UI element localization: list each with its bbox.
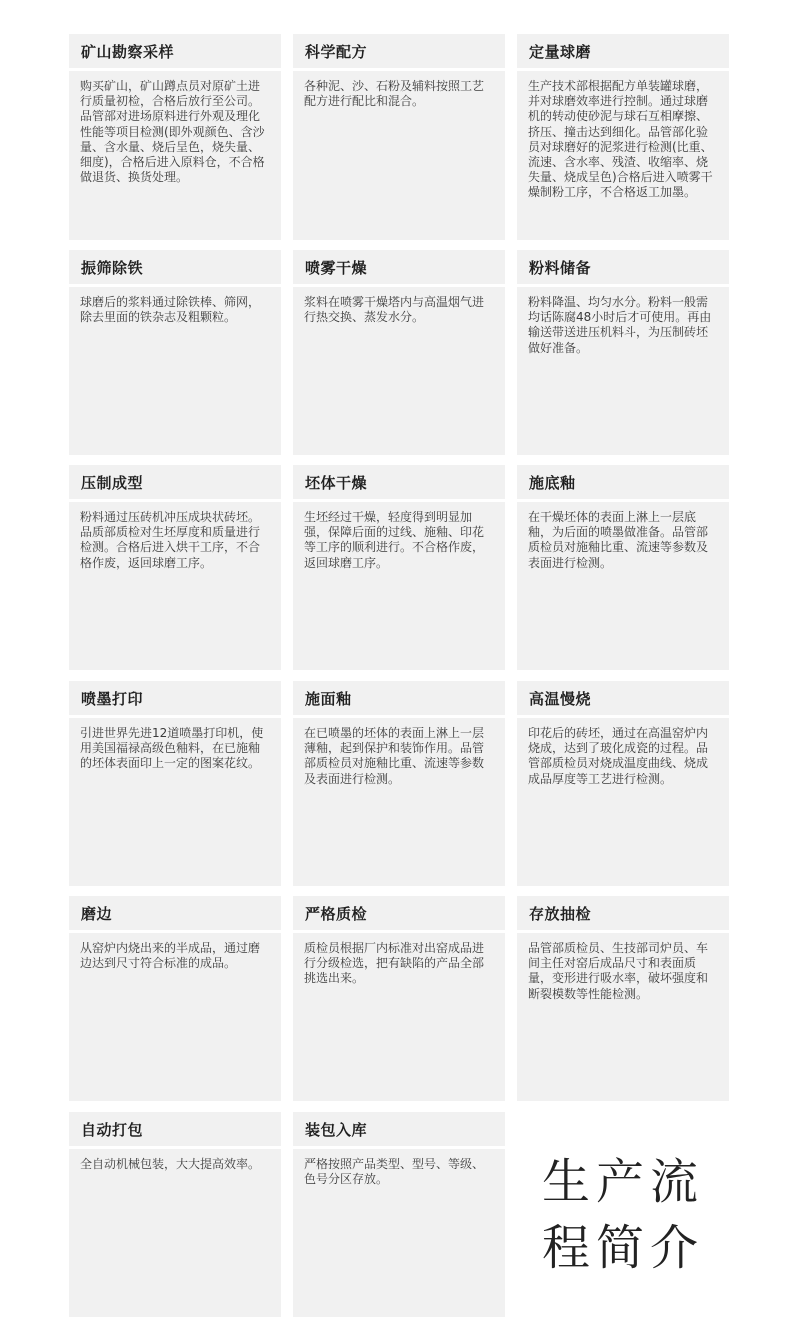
step-description: 球磨后的浆料通过除铁棒、筛网，除去里面的铁杂志及粗颗粒。: [80, 295, 261, 325]
step-description: 生坯经过干燥，轻度得到明显加强，保障后面的过线、施釉、印花等工序的顺利进行。不合格作废，返回球磨工序。: [304, 510, 485, 570]
card-header: [69, 34, 281, 71]
step-title: 施底釉: [529, 473, 576, 492]
step-title: 科学配方: [305, 42, 368, 61]
card-header: [293, 34, 505, 71]
step-card-edge-grinding: [69, 896, 281, 1101]
step-card-kiln-firing: [517, 681, 729, 886]
step-title: 存放抽检: [529, 904, 592, 923]
step-title: 自动打包: [81, 1120, 144, 1139]
step-description: 品管部质检员、生技部司炉员、车间主任对窑后成品尺寸和表面质量，变形进行吸水率，破坏强度和断裂模数等性能检测。: [528, 941, 709, 1001]
card-header: [517, 34, 729, 71]
card-header: [517, 896, 729, 933]
step-title: 严格质检: [305, 904, 368, 923]
card-header: [293, 681, 505, 718]
step-description: 在干燥坯体的表面上淋上一层底釉，为后面的喷墨做准备。品管部质检员对施釉比重、流速等参数及表面进行检测。: [528, 510, 709, 570]
step-title: 振筛除铁: [81, 258, 144, 277]
step-card-body-drying: [293, 465, 505, 670]
step-card-base-glaze: [517, 465, 729, 670]
step-title: 坯体干燥: [305, 473, 368, 492]
step-description: 浆料在喷雾干燥塔内与高温烟气进行热交换、蒸发水分。: [304, 295, 485, 325]
card-header: [293, 896, 505, 933]
card-header: [69, 250, 281, 287]
step-description: 全自动机械包装，大大提高效率。: [80, 1157, 261, 1171]
step-description: 购买矿山，矿山蹲点员对原矿土进行质量初检，合格后放行至公司。品管部对进场原料进行外观及理化性能等项目检测(即外观颜色、含沙量、含水量、烧后呈色，烧失量、细度)，合格后进入原料仓，不合格做退货、换货处理。: [80, 79, 265, 185]
step-card-press-forming: [69, 465, 281, 670]
step-card-sieving: [69, 250, 281, 455]
step-card-warehousing: [293, 1112, 505, 1317]
summary-line-1: 生产流: [541, 1153, 704, 1210]
card-header: [517, 250, 729, 287]
card-header: [69, 1112, 281, 1149]
step-card-inkjet-printing: [69, 681, 281, 886]
step-description: 生产技术部根据配方单装罐球磨，并对球磨效率进行控制。通过球磨机的转动使砂泥与球石互相摩擦、挤压、撞击达到细化。品管部化验员对球磨好的泥浆进行检测(比重、流速、含水率、残渣、收缩率、烧失量、烧成呈色)合格后进入喷雾干燥制粉工序，不合格返工加墨。: [528, 79, 713, 200]
step-title: 矿山勘察采样: [81, 42, 175, 61]
step-title: 压制成型: [81, 473, 144, 492]
step-description: 质检员根据厂内标准对出窑成品进行分级检选，把有缺陷的产品全部挑选出来。: [304, 941, 485, 986]
step-card-auto-packing: [69, 1112, 281, 1317]
step-card-spray-drying: [293, 250, 505, 455]
process-summary-title: [517, 1112, 729, 1317]
card-header: [69, 465, 281, 502]
summary-line-2: 程简介: [541, 1219, 704, 1276]
card-header: [69, 681, 281, 718]
step-title: 喷墨打印: [81, 689, 144, 708]
step-description: 各种泥、沙、石粉及辅料按照工艺配方进行配比和混合。: [304, 79, 485, 109]
step-title: 定量球磨: [529, 42, 592, 61]
step-card-sample-inspection: [517, 896, 729, 1101]
step-card-top-glaze: [293, 681, 505, 886]
card-header: [517, 681, 729, 718]
step-card-mine-survey: [69, 34, 281, 240]
step-description: 从窑炉内烧出来的半成品，通过磨边达到尺寸符合标准的成品。: [80, 941, 261, 971]
step-description: 粉料通过压砖机冲压成块状砖坯。品质部质检对生坯厚度和质量进行检测。合格后进入烘干工序，不合格作废，返回球磨工序。: [80, 510, 261, 570]
step-description: 在已喷墨的坯体的表面上淋上一层薄釉，起到保护和装饰作用。品管部质检员对施釉比重、流速等参数及表面进行检测。: [304, 726, 485, 786]
step-title: 施面釉: [305, 689, 352, 708]
step-card-quality-check: [293, 896, 505, 1101]
step-title: 粉料储备: [529, 258, 592, 277]
step-card-formula: [293, 34, 505, 240]
card-header: [517, 465, 729, 502]
step-description: 引进世界先进12道喷墨打印机，使用美国福禄高级色釉料，在已施釉的坯体表面印上一定的图案花纹。: [80, 726, 264, 771]
step-title: 装包入库: [305, 1120, 368, 1139]
step-description: 粉料降温、均匀水分。粉料一般需均话陈腐48小时后才可使用。再由输送带送进压机料斗，为压制砖坯做好准备。: [528, 295, 712, 355]
card-header: [69, 896, 281, 933]
step-title: 高温慢烧: [529, 689, 592, 708]
card-header: [293, 1112, 505, 1149]
card-header: [293, 465, 505, 502]
step-description: 严格按照产品类型、型号、等级、色号分区存放。: [304, 1157, 485, 1187]
step-title: 磨边: [81, 904, 113, 923]
step-description: 印花后的砖坯，通过在高温窑炉内烧成，达到了玻化成瓷的过程。品管部质检员对烧成温度曲线、烧成成品厚度等工艺进行检测。: [528, 726, 709, 786]
step-card-ball-milling: [517, 34, 729, 240]
step-title: 喷雾干燥: [305, 258, 368, 277]
card-header: [293, 250, 505, 287]
step-card-powder-storage: [517, 250, 729, 455]
